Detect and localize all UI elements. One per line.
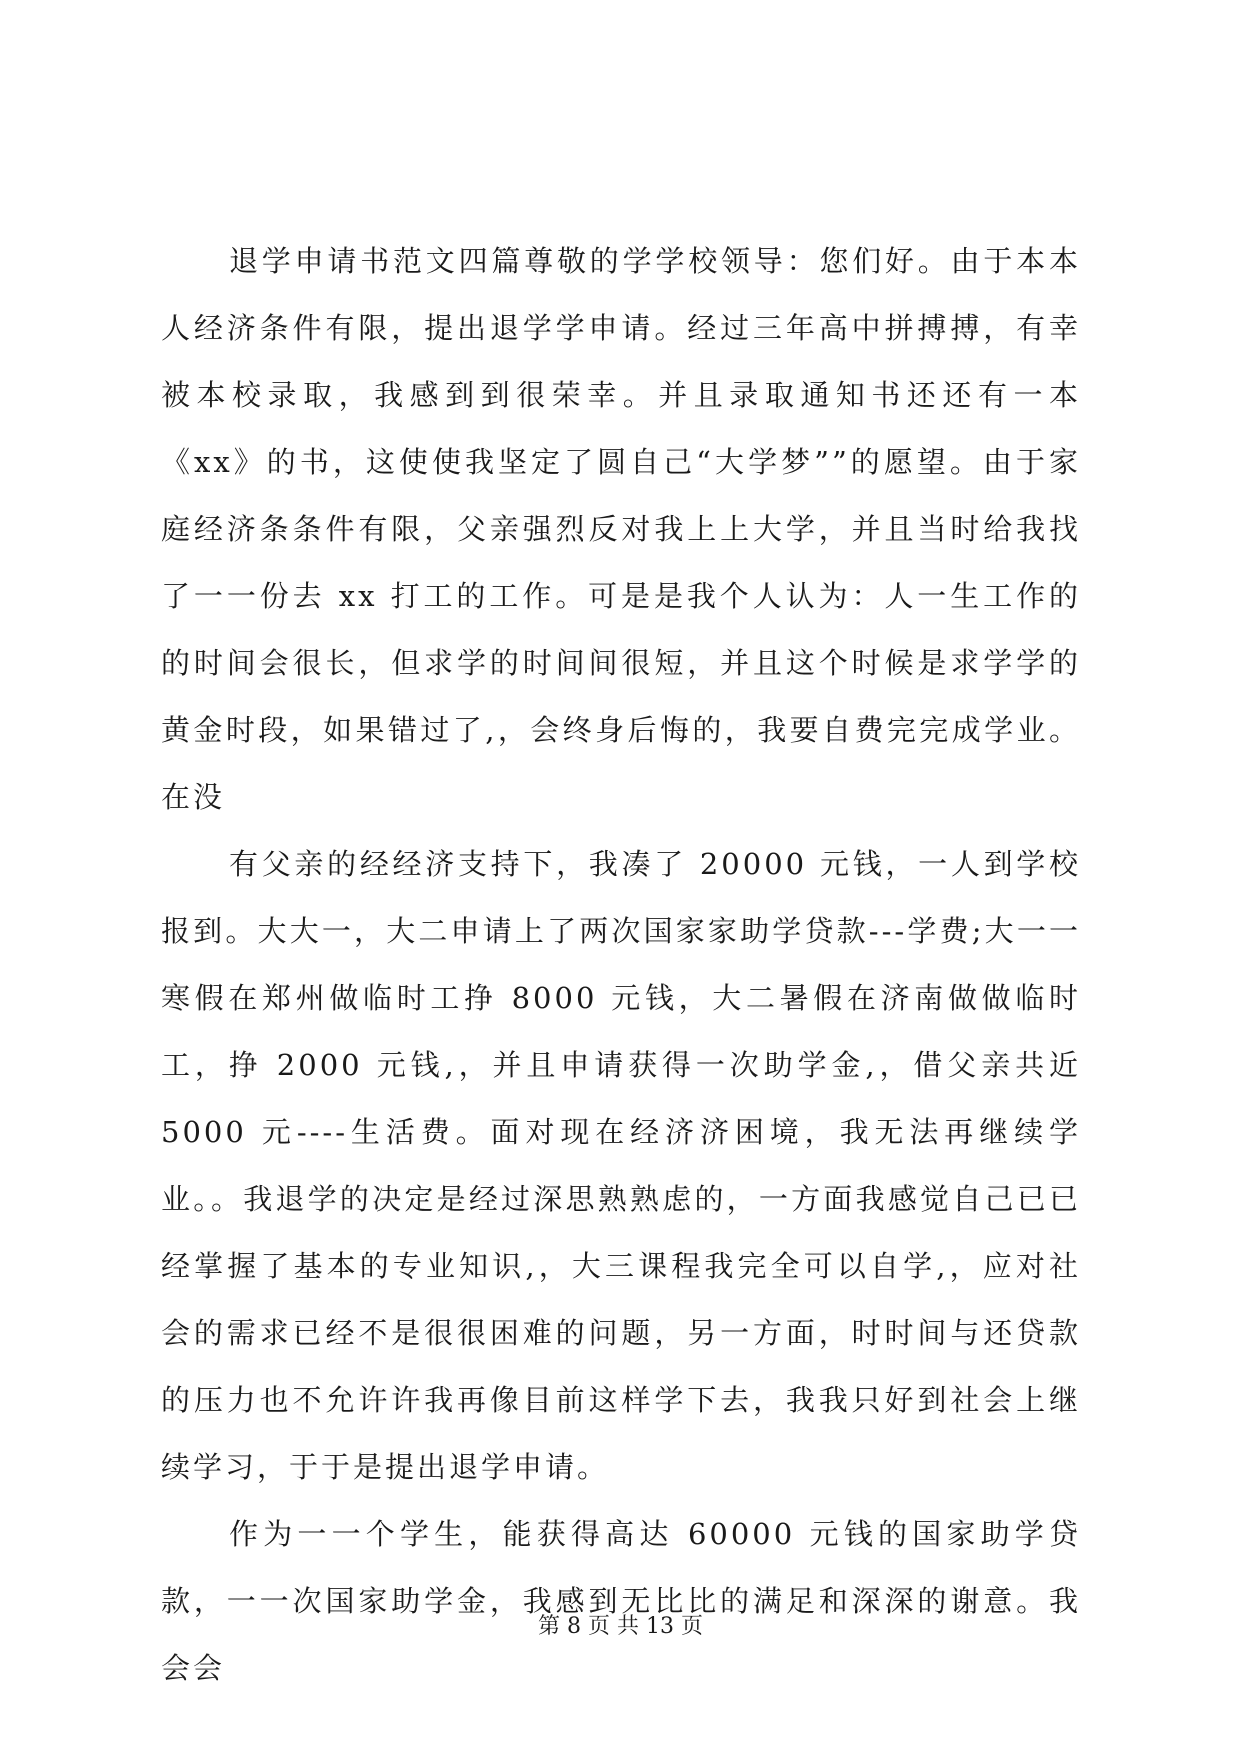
page-number-label: 第 8 页 共 13 页 xyxy=(538,1614,703,1639)
paragraph-2: 有父亲的经经济支持下，我凑了 20000 元钱，一人到学校报到。大大一，大二申请上了两次国家家助学贷款---学费;大一一寒假在郑州做临时工挣 8000 元钱，大二暑假在济南做做临时工，挣 2000 元钱,，并且申请获得一次助学金,，借父亲共近 5000 元----生活费。面对现在经济济困境，我无法再继续学业。。我退学的决定是经过深思熟熟虑的，一方面我感觉自己已已经掌握了基本的专业知识,，大三课程我完全可以自学,，应对社会的需求已经不是很很困难的问题，另一方面，时时间与还贷款的压力也不允许许我再像目前这样学下去，我我只好到社会上继续学习，于于是提出退学申请。 xyxy=(161,847,1094,1484)
body-text xyxy=(161,228,1094,1702)
page-footer xyxy=(0,1609,1241,1640)
paragraph-1: 退学申请书范文四篇尊敬的学学校领导：您们好。由于本本人经济条件有限，提出退学学申请。经过三年高中拼搏搏，有幸被本校录取，我感到到很荣幸。并且录取通知书还还有一本《xx》的书，这使使我坚定了圆自己“大学梦””的愿望。由于家庭经济条条件有限，父亲强烈反对我上上大学，并且当时给我找了一一份去 xx 打工的工作。可是是我个人认为：人一生工作的的时间会很长，但求学的时间间很短，并且这个时候是求学学的黄金时段，如果错过了,，会终身后悔的，我要自费完完成学业。在没 xyxy=(161,244,1081,814)
paragraph-3: 作为一一个学生，能获得高达 60000 元钱的国家助学贷款，一一次国家助学金，我感到无比比的满足和深深的谢意。我会会 xyxy=(161,1517,1081,1685)
